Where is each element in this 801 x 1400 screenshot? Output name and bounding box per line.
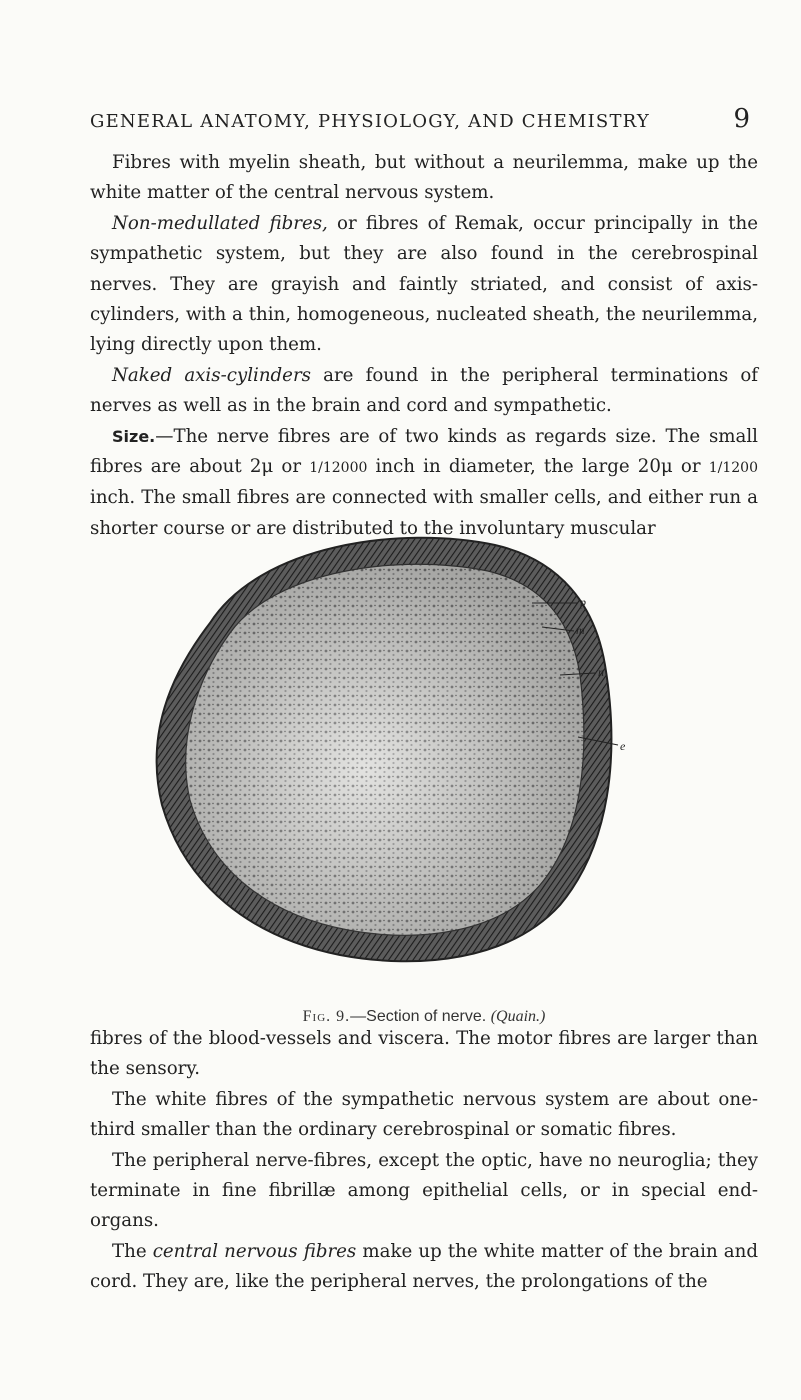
figure-number: Fig. 9. <box>302 1008 351 1025</box>
paragraph-text: are found in the peripheral terminations of nerves as well as in the brain and cord and sympathetic. <box>90 364 758 417</box>
paragraph-text: —The nerve fibres are of two kinds as regards size. The small fibres are about 2μ or <box>90 425 758 478</box>
caption-text: —Section of nerve. <box>350 1008 487 1025</box>
paragraph-text: or fibres of Remak, occur principally in the sympathetic system, but they are also found in the cerebrospinal nerves. They are grayish and faintly striated, and consist of axis-cylinders, with a thin, homogeneous, nucleated sheath, the neurilemma, lying directly upon them. <box>90 212 758 356</box>
nerve-section-illustration <box>90 505 758 985</box>
running-title: GENERAL ANATOMY, PHYSIOLOGY, AND CHEMISTRY <box>90 111 650 132</box>
paragraph-central <box>90 1237 758 1298</box>
label-n: n <box>598 665 604 679</box>
paragraph-myelin: Fibres with myelin sheath, but without a neurilemma, make up the white matter of the central nervous system. <box>90 152 758 204</box>
figure-source: (Quain.) <box>490 1008 546 1025</box>
body-text-bottom <box>90 1024 758 1298</box>
fraction-small: 1/12000 <box>309 460 368 477</box>
run-in-heading-size: Size. <box>112 426 156 446</box>
label-e: e <box>620 739 626 753</box>
term-naked-axis: Naked axis-cylinders <box>112 364 311 386</box>
body-text-top <box>90 148 758 544</box>
running-header <box>90 104 750 134</box>
fraction-large: 1/1200 <box>708 460 758 477</box>
paragraph-naked-axis <box>90 361 758 422</box>
label-p: p <box>580 595 586 609</box>
figure-nerve-section <box>90 505 758 1025</box>
term-non-medullated: Non-medullated fibres, <box>112 212 328 234</box>
paragraph-text: inch in diameter, the large 20μ or <box>367 456 709 478</box>
paragraph-text: inch. The small fibres are connected with smaller cells, and either run a shorter course or are distributed to the involuntary muscular <box>90 487 758 539</box>
page-number: 9 <box>733 104 750 134</box>
paragraph-non-medullated <box>90 209 758 361</box>
paragraph-text: The <box>112 1240 153 1262</box>
term-central-fibres: central nervous fibres <box>152 1240 357 1262</box>
paragraph-blood-vessels: fibres of the blood-vessels and viscera. The motor fibres are larger than the sensory. <box>90 1028 758 1080</box>
paragraph-text: make up the white matter of the brain and cord. They are, like the peripheral nerves, the prolongations of the <box>90 1240 758 1293</box>
paragraph-sympathetic: The white fibres of the sympathetic nervous system are about one-third smaller than the ordinary cerebrospinal or somatic fibres. <box>90 1088 758 1141</box>
paragraph-peripheral: The peripheral nerve-fibres, except the optic, have no neuroglia; they terminate in fine fibrillæ among epithelial cells, or in special end-organs. <box>90 1149 758 1232</box>
label-m: m <box>576 623 585 637</box>
